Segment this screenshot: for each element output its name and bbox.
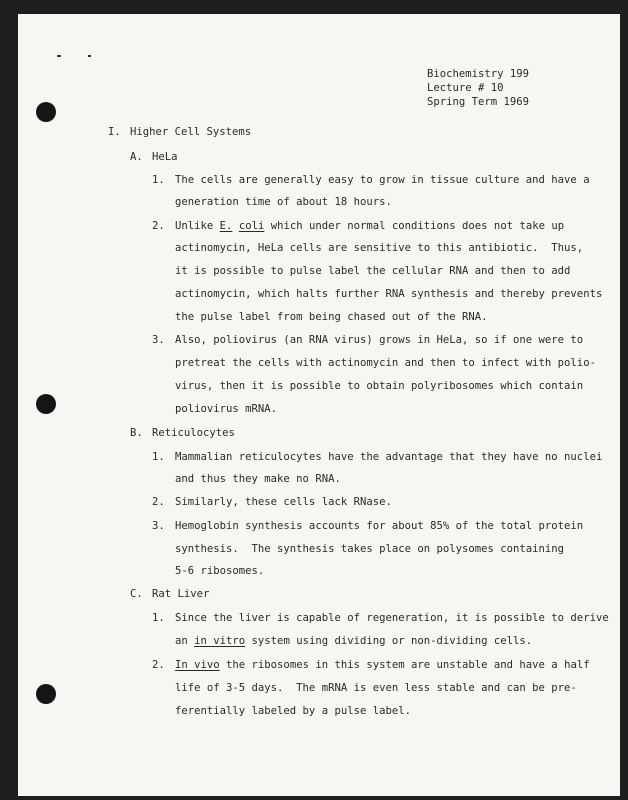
item-number: 1.: [152, 174, 165, 186]
subsection-marker: B.: [130, 427, 143, 439]
underlined-term: In vivo: [175, 659, 220, 671]
item-text-line: and thus they make no RNA.: [175, 473, 341, 485]
item-text-line: 5-6 ribosomes.: [175, 565, 265, 577]
item-text-line: it is possible to pulse label the cellular RNA and then to add: [175, 265, 571, 277]
item-number: 3.: [152, 334, 165, 346]
subsection-marker: C.: [130, 588, 143, 600]
item-text-line: The cells are generally easy to grow in tissue culture and have a: [175, 174, 590, 186]
item-text-line: synthesis. The synthesis takes place on polysomes containing: [175, 543, 565, 555]
subsection-title: Reticulocytes: [152, 427, 235, 439]
subsection-marker: A.: [130, 151, 143, 163]
item-text-line: generation time of about 18 hours.: [175, 196, 392, 208]
item-text-line: poliovirus mRNA.: [175, 403, 278, 415]
item-number: 1.: [152, 612, 165, 624]
ink-speck: [88, 55, 91, 57]
subsection-title: HeLa: [152, 151, 178, 163]
item-number: 3.: [152, 520, 165, 532]
punch-hole-middle: [36, 394, 56, 414]
item-text-line: actinomycin, which halts further RNA synthesis and thereby prevents: [175, 288, 603, 300]
item-text-line: life of 3-5 days. The mRNA is even less stable and can be pre-: [175, 682, 577, 694]
item-text-line: Hemoglobin synthesis accounts for about 85% of the total protein: [175, 520, 584, 532]
underlined-term: in vitro: [194, 635, 246, 647]
item-text-line: actinomycin, HeLa cells are sensitive to this antibiotic. Thus,: [175, 242, 584, 254]
underlined-species: coli: [238, 220, 265, 232]
item-number: 1.: [152, 451, 165, 463]
subsection-title: Rat Liver: [152, 588, 210, 600]
item-number: 2.: [152, 220, 165, 232]
ink-speck: [57, 55, 61, 57]
item-text-line: Mammalian reticulocytes have the advantage that they have no nuclei: [175, 451, 603, 463]
punch-hole-top: [36, 102, 56, 122]
section-marker: I.: [108, 126, 121, 138]
item-number: 2.: [152, 659, 165, 671]
item-number: 2.: [152, 496, 165, 508]
header-lecture: Lecture # 10: [427, 82, 504, 94]
item-text-line: In vivo the ribosomes in this system are unstable and have a half: [175, 659, 590, 671]
item-text-line: the pulse label from being chased out of the RNA.: [175, 311, 488, 323]
item-text-line: an in vitro system using dividing or non-dividing cells.: [175, 635, 533, 647]
item-text-line: Since the liver is capable of regeneration, it is possible to derive: [175, 612, 609, 624]
section-title: Higher Cell Systems: [130, 126, 252, 138]
item-text-line: pretreat the cells with actinomycin and then to infect with polio-: [175, 357, 596, 369]
item-text-line: virus, then it is possible to obtain polyribosomes which contain: [175, 380, 584, 392]
punch-hole-bottom: [36, 684, 56, 704]
underlined-genus: E.: [219, 220, 233, 232]
item-text-line: ferentially labeled by a pulse label.: [175, 705, 411, 717]
item-text-line: Similarly, these cells lack RNase.: [175, 496, 392, 508]
header-course: Biochemistry 199: [427, 68, 530, 80]
document-page: [18, 14, 620, 796]
item-text-line: Unlike E. coli which under normal conditions does not take up: [175, 220, 565, 232]
header-term: Spring Term 1969: [427, 96, 530, 108]
item-text-line: Also, poliovirus (an RNA virus) grows in HeLa, so if one were to: [175, 334, 584, 346]
